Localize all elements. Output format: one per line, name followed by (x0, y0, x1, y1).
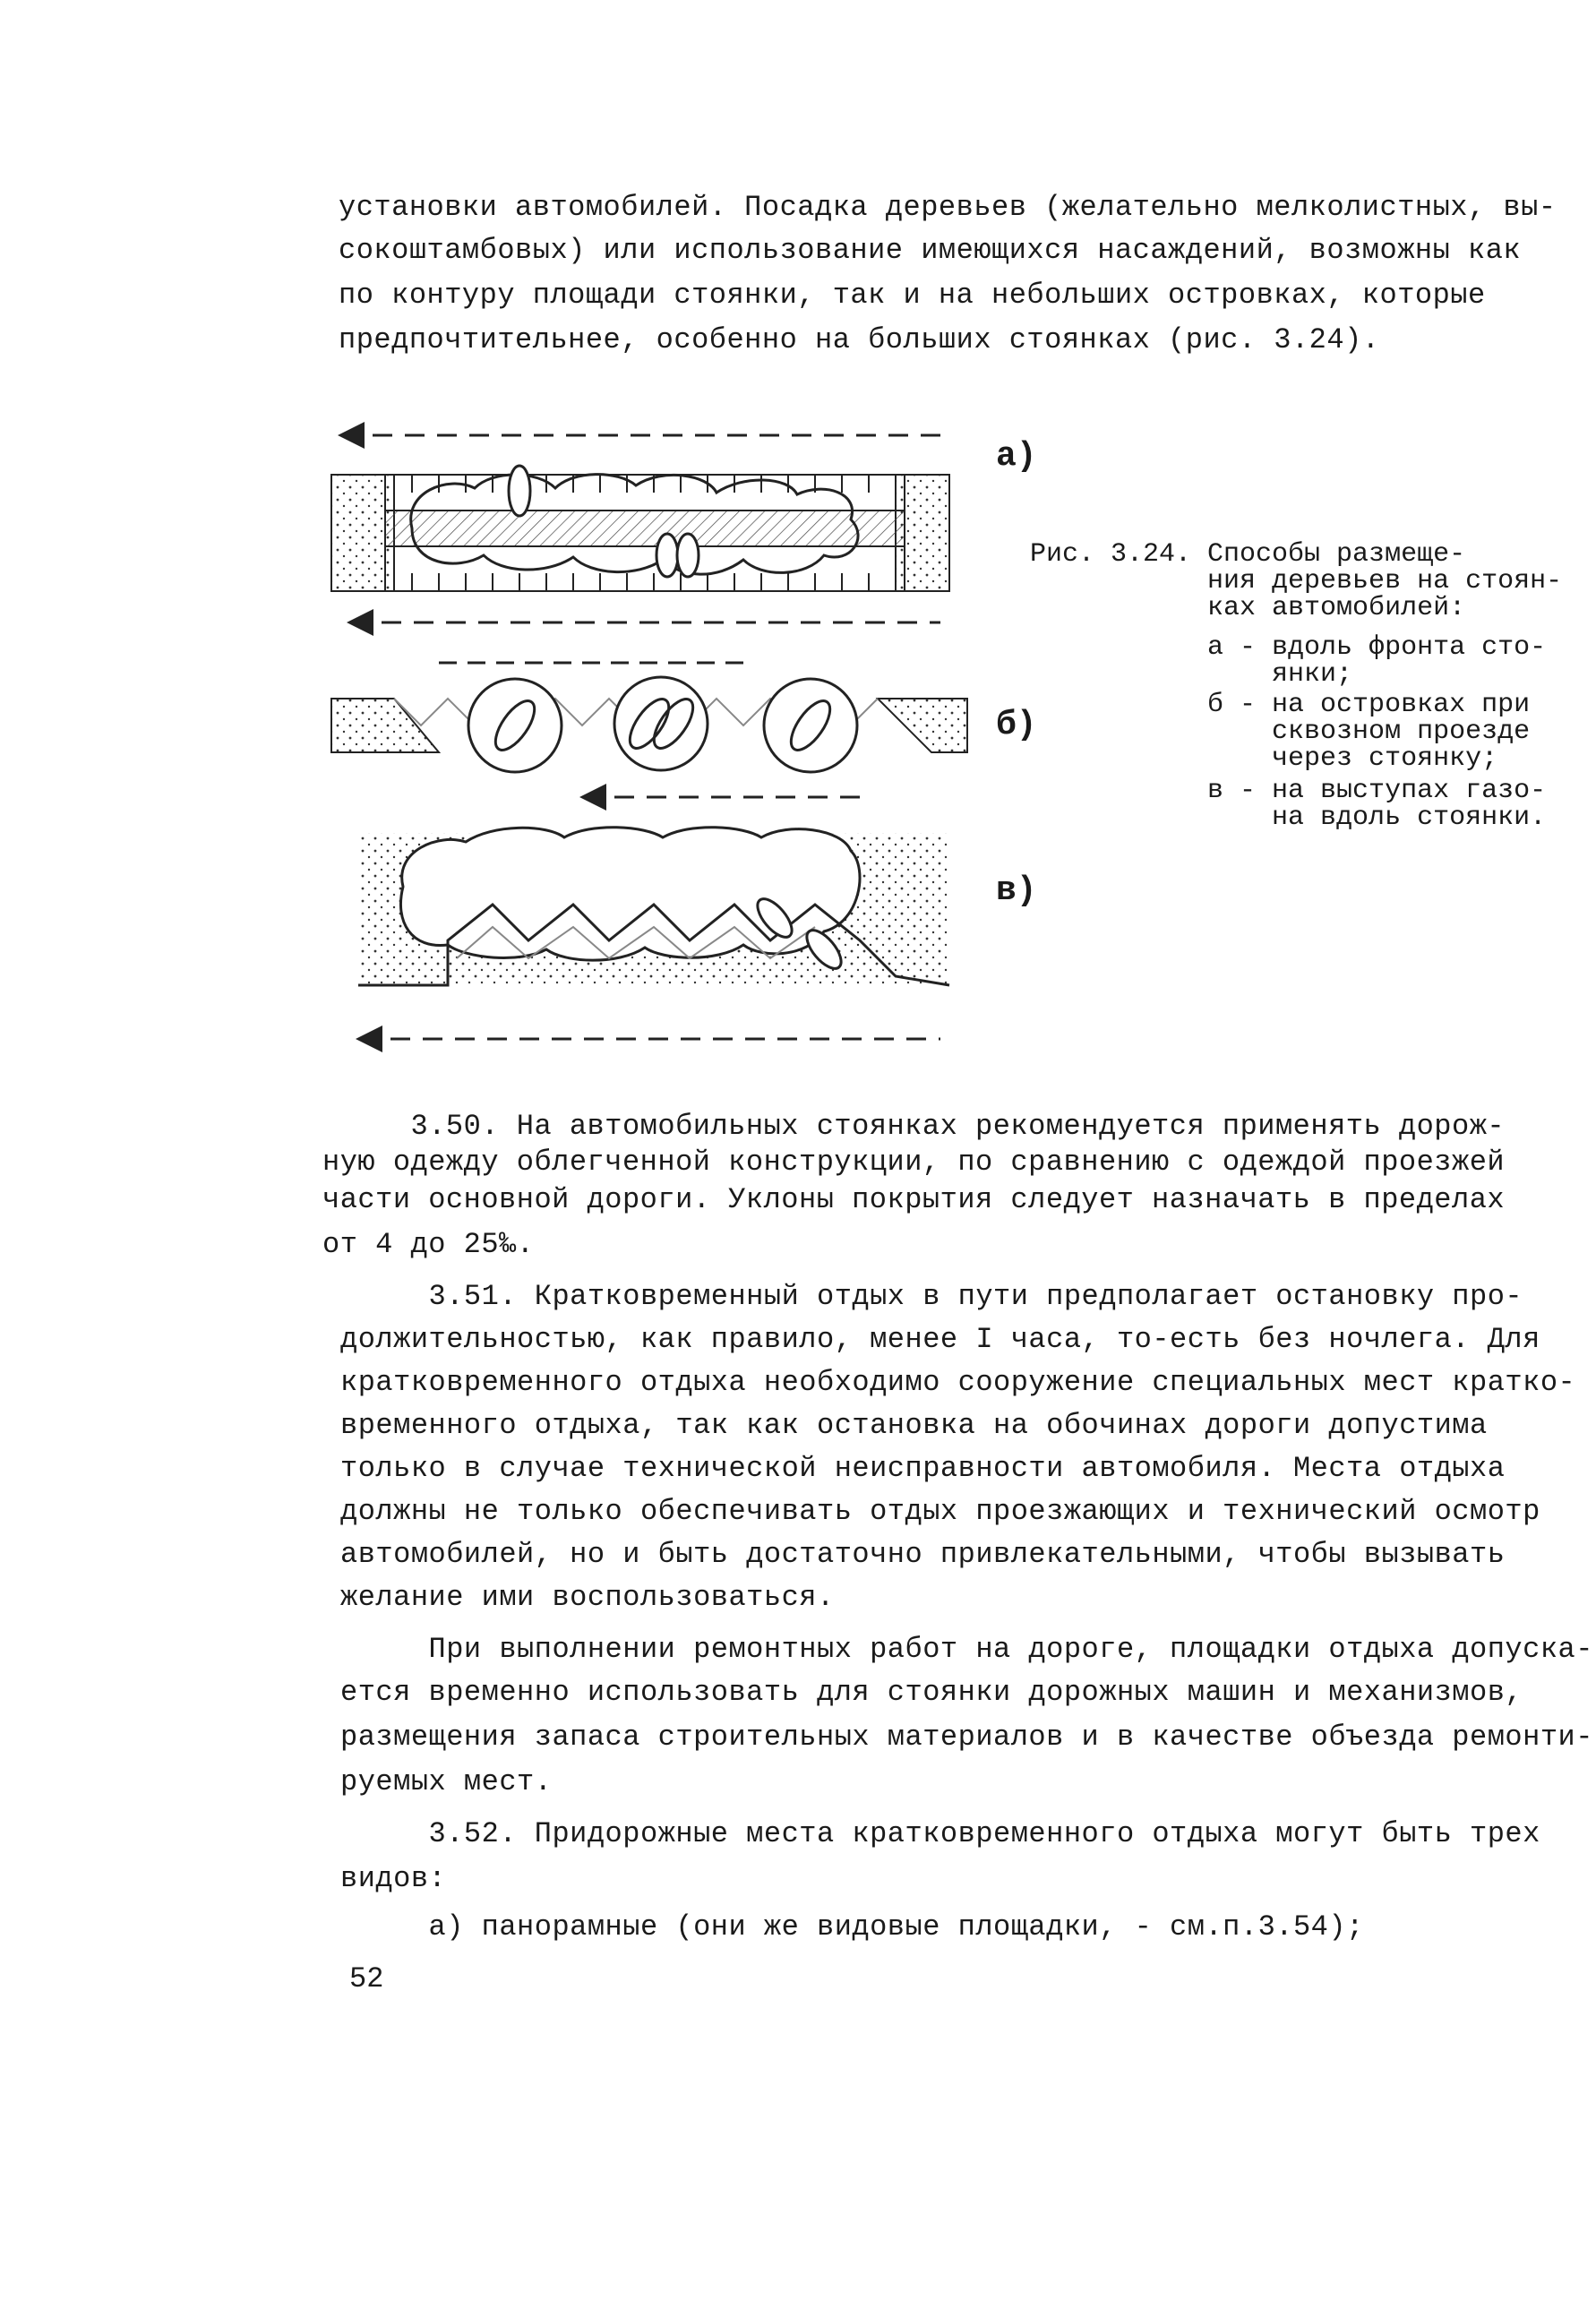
text-line: предпочтительнее, особенно на больших стоянках (рис. 3.24). (339, 323, 1380, 356)
text-line: автомобилей, но и быть достаточно привлекательными, чтобы вызывать (340, 1538, 1506, 1571)
caption-line: Рис. 3.24. Способы размеще- (1030, 539, 1466, 570)
text-line: установки автомобилей. Посадка деревьев (желательно мелколистных, вы- (339, 191, 1557, 224)
text-line: части основной дороги. Уклоны покрытия следует назначать в пределах (322, 1183, 1506, 1216)
caption-line: а - вдоль фронта сто- (1030, 632, 1547, 663)
caption-line: янки; (1030, 659, 1353, 690)
text-line: 3.50. На автомобильных стоянках рекомендуется применять дорож- (322, 1110, 1506, 1143)
text-line: должны не только обеспечивать отдых проезжающих и технический осмотр (340, 1495, 1540, 1528)
text-line: только в случае технической неисправности автомобиля. Места отдыха (340, 1452, 1506, 1485)
text-line: желание ими воспользоваться. (340, 1581, 835, 1614)
text-line: а) панорамные (они же видовые площадки, - см.п.3.54); (340, 1910, 1364, 1944)
text-line: кратковременного отдыха необходимо сооружение специальных мест кратко- (340, 1366, 1576, 1399)
text-line: ную одежду облегченной конструкции, по сравнению с одеждой проезжей (322, 1146, 1506, 1179)
caption-line: б - на островках при (1030, 690, 1531, 720)
text-line: размещения запаса строительных материалов и в качестве объезда ремонти- (340, 1721, 1593, 1754)
text-line: сокоштамбовых) или использование имеющихся насаждений, возможны как (339, 234, 1522, 267)
text-line: от 4 до 25‰. (322, 1228, 535, 1261)
text-line: по контуру площади стоянки, так и на небольших островках, которые (339, 279, 1486, 312)
page-number: 52 (349, 1962, 384, 1995)
text-line: 3.52. Придорожные места кратковременного отдыха могут быть трех (340, 1817, 1540, 1850)
caption-line: на вдоль стоянки. (1030, 802, 1547, 833)
figure-panel-b (331, 663, 967, 797)
caption-line: в - на выступах газо- (1030, 776, 1547, 806)
text-line: ется временно использовать для стоянки дорожных машин и механизмов, (340, 1676, 1523, 1709)
parking-trees-figure (322, 421, 976, 1066)
figure-label-a: а) (996, 437, 1037, 476)
caption-line: ния деревьев на стоян- (1030, 566, 1563, 596)
figure-panel-c (358, 828, 949, 1039)
caption-line: ках автомобилей: (1030, 593, 1466, 623)
caption-line: сквозном проезде (1030, 717, 1531, 747)
text-line: видов: (340, 1862, 447, 1895)
text-line: При выполнении ремонтных работ на дороге, площадки отдыха допуска- (340, 1633, 1593, 1666)
text-line: руемых мест. (340, 1765, 553, 1798)
figure-panel-a (331, 435, 949, 622)
figure-label-b: б) (996, 706, 1037, 744)
text-line: временного отдыха, так как остановка на обочинах дороги допустима (340, 1409, 1488, 1442)
text-line: 3.51. Кратковременный отдых в пути предполагает остановку про- (340, 1280, 1523, 1313)
figure-label-v: в) (996, 871, 1037, 910)
text-line: должительностью, как правило, менее I часа, то-есть без ночлега. Для (340, 1323, 1540, 1356)
caption-line: через стоянку; (1030, 743, 1498, 774)
